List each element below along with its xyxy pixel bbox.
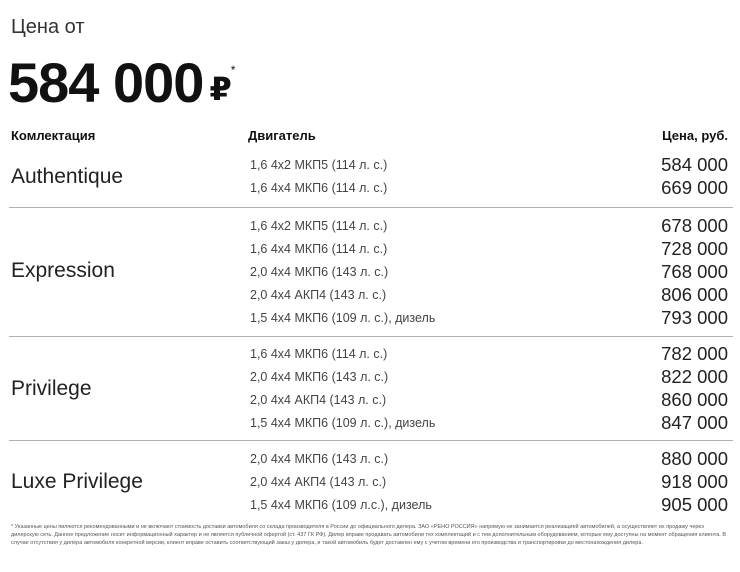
group-divider bbox=[9, 440, 733, 441]
price-cell: 860 000 bbox=[661, 389, 728, 410]
table-row bbox=[0, 214, 740, 237]
header-price: Цена, руб. bbox=[662, 128, 728, 143]
price-cell: 918 000 bbox=[661, 471, 728, 492]
engine-cell: 2,0 4x4 МКП6 (143 л. с.) bbox=[250, 452, 389, 466]
price-cell: 905 000 bbox=[661, 494, 728, 515]
table-row bbox=[0, 306, 740, 329]
engine-cell: 1,5 4x4 МКП6 (109 л. с.), дизель bbox=[250, 311, 436, 325]
price-cell: 847 000 bbox=[661, 412, 728, 433]
trim-name: Privilege bbox=[11, 377, 92, 400]
table-row bbox=[0, 260, 740, 283]
table-row bbox=[0, 153, 740, 176]
table-row bbox=[0, 388, 740, 411]
table-row bbox=[0, 447, 740, 470]
price-cell: 584 000 bbox=[661, 154, 728, 175]
price-cell: 782 000 bbox=[661, 343, 728, 364]
header-trim: Комлектация bbox=[11, 128, 96, 143]
trim-name: Luxe Privilege bbox=[11, 470, 143, 493]
engine-cell: 2,0 4x4 АКП4 (143 л. с.) bbox=[250, 475, 387, 489]
table-row bbox=[0, 176, 740, 199]
price-cell: 669 000 bbox=[661, 177, 728, 198]
price-cell: 822 000 bbox=[661, 366, 728, 387]
ruble-sign: ₽ bbox=[209, 71, 231, 107]
price-caption: Цена от bbox=[11, 16, 85, 38]
table-row bbox=[0, 411, 740, 434]
price-amount: 584 000 bbox=[8, 51, 204, 114]
table-row bbox=[0, 342, 740, 365]
price-cell: 768 000 bbox=[661, 261, 728, 282]
table-header bbox=[0, 128, 740, 148]
engine-cell: 1,5 4x4 МКП6 (109 л. с.), дизель bbox=[250, 416, 436, 430]
table-row bbox=[0, 237, 740, 260]
engine-cell: 1,5 4x4 МКП6 (109 л.с.), дизель bbox=[250, 498, 432, 512]
trim-name: Authentique bbox=[11, 165, 124, 188]
group-divider bbox=[9, 336, 733, 337]
price-cell: 806 000 bbox=[661, 284, 728, 305]
trim-name: Expression bbox=[11, 259, 115, 282]
engine-cell: 2,0 4x4 МКП6 (143 л. с.) bbox=[250, 265, 389, 279]
table-row bbox=[0, 365, 740, 388]
table-row bbox=[0, 493, 740, 516]
group-divider bbox=[9, 207, 733, 208]
engine-cell: 2,0 4x4 МКП6 (143 л. с.) bbox=[250, 370, 389, 384]
footnote: * Указанные цены являются рекомендованными и не включают стоимость доставки автомобиля со склада производителя в России до официального дилера. ЗАО «РЕНО РОССИЯ» напрямую не занимается реализацией автомобилей, а осуществляет их продажу через дилерскую сеть. Данное предложение носит информационный характер и не является публичной офертой (ст. 437 ГК РФ). Дилер вправе продавать автомобили тех комплектаций и с тем дополнительным оборудованием, которые ему доступны на момент обращения клиента. В случае отсутствия у дилера автомобиля конкретной версии, клиент вправе оставить соответствующий заказ у дилера, и такой автомобиль будет доставлен ему с учетом времени его производства и транспортировки до местонахождения дилера. bbox=[11, 524, 727, 546]
engine-cell: 1,6 4x4 МКП6 (114 л. с.) bbox=[250, 181, 388, 195]
engine-cell: 1,6 4x2 МКП5 (114 л. с.) bbox=[250, 219, 388, 233]
price-cell: 728 000 bbox=[661, 238, 728, 259]
table-row bbox=[0, 283, 740, 306]
engine-cell: 1,6 4x2 МКП5 (114 л. с.) bbox=[250, 158, 388, 172]
engine-cell: 1,6 4x4 МКП6 (114 л. с.) bbox=[250, 242, 388, 256]
table-row bbox=[0, 470, 740, 493]
engine-cell: 2,0 4x4 АКП4 (143 л. с.) bbox=[250, 393, 387, 407]
footnote-mark: * bbox=[230, 63, 235, 77]
engine-cell: 1,6 4x4 МКП6 (114 л. с.) bbox=[250, 347, 388, 361]
price-cell: 678 000 bbox=[661, 215, 728, 236]
engine-cell: 2,0 4x4 АКП4 (143 л. с.) bbox=[250, 288, 387, 302]
price-from bbox=[8, 40, 234, 119]
price-cell: 880 000 bbox=[661, 448, 728, 469]
header-engine: Двигатель bbox=[248, 128, 316, 143]
price-cell: 793 000 bbox=[661, 307, 728, 328]
